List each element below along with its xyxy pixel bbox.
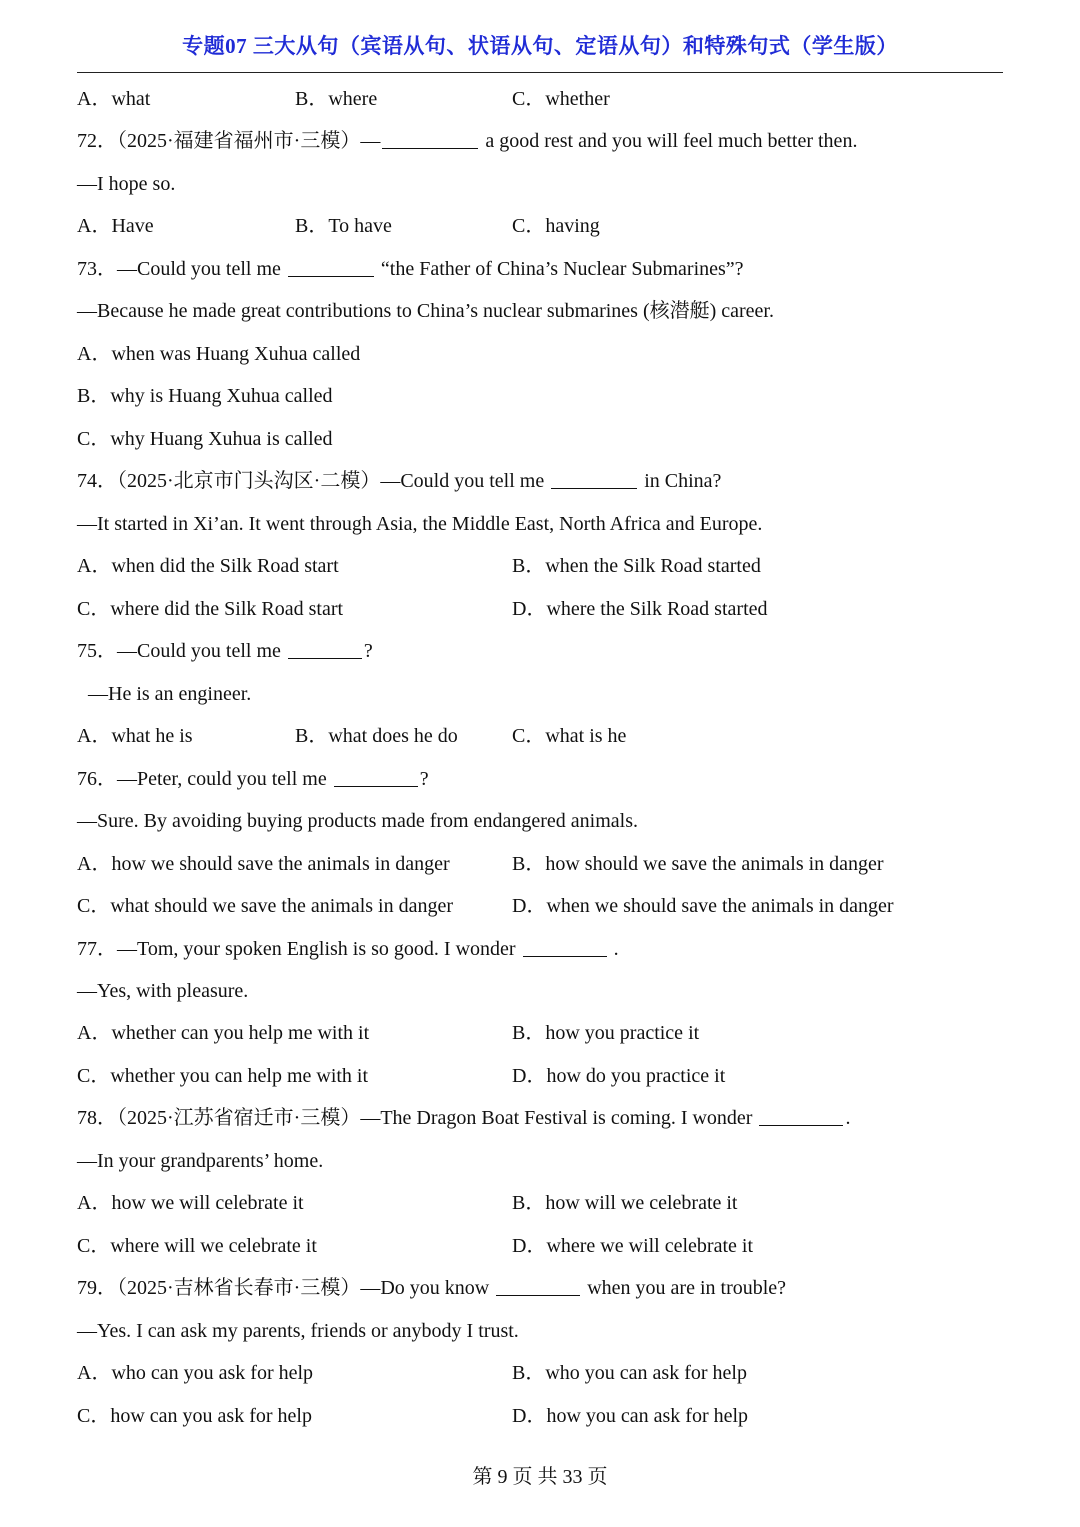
answer-blank — [334, 766, 418, 787]
q74-option-a: A．when did the Silk Road start — [77, 555, 339, 577]
q72-stem: 72．（2025·福建省福州市·三模）— a good rest and you will feel much better then. — [77, 130, 858, 152]
q78-reply: —In your grandparents’ home. — [77, 1150, 324, 1172]
answer-blank — [288, 256, 374, 277]
q78-option-b: B．how will we celebrate it — [512, 1192, 738, 1214]
q78-option-d: D．where we will celebrate it — [512, 1235, 754, 1257]
q79-option-c: C．how can you ask for help — [77, 1405, 312, 1427]
q73-option-a: A．when was Huang Xuhua called — [77, 343, 361, 365]
q79-option-a: A．who can you ask for help — [77, 1362, 314, 1384]
q77-option-d: D．how do you practice it — [512, 1065, 726, 1087]
q77-option-a: A．whether can you help me with it — [77, 1022, 370, 1044]
q77-option-b: B．how you practice it — [512, 1022, 700, 1044]
q76-stem: 76．—Peter, could you tell me ? — [77, 768, 429, 790]
q75-stem: 75．—Could you tell me ? — [77, 640, 373, 662]
q74-option-c: C．where did the Silk Road start — [77, 598, 344, 620]
answer-blank — [382, 128, 478, 149]
q73-reply: —Because he made great contributions to China’s nuclear submarines (核潜艇) career. — [77, 300, 774, 322]
q77-stem: 77．—Tom, your spoken English is so good. I wonder . — [77, 938, 619, 960]
q77-reply: —Yes, with pleasure. — [77, 980, 249, 1002]
q76-option-b: B．how should we save the animals in danger — [512, 853, 884, 875]
q79-option-b: B．who you can ask for help — [512, 1362, 747, 1384]
q75-reply: —He is an engineer. — [88, 683, 252, 705]
q77-option-c: C．whether you can help me with it — [77, 1065, 369, 1087]
answer-blank — [496, 1275, 580, 1296]
q79-option-d: D．how you can ask for help — [512, 1405, 749, 1427]
q74-option-d: D．where the Silk Road started — [512, 598, 768, 620]
q71-option-b: B．where — [295, 88, 378, 110]
page-header-title: 专题07 三大从句（宾语从句、状语从句、定语从句）和特殊句式（学生版） — [182, 34, 898, 58]
q79-reply: —Yes. I can ask my parents, friends or anybody I trust. — [77, 1320, 519, 1342]
q71-option-a: A．what — [77, 88, 151, 110]
header-divider — [77, 72, 1003, 73]
q73-option-c: C．why Huang Xuhua is called — [77, 428, 333, 450]
q76-reply: —Sure. By avoiding buying products made from endangered animals. — [77, 810, 638, 832]
q72-reply: —I hope so. — [77, 173, 176, 195]
q76-option-d: D．when we should save the animals in danger — [512, 895, 894, 917]
q73-option-b: B．why is Huang Xuhua called — [77, 385, 333, 407]
q78-option-a: A．how we will celebrate it — [77, 1192, 304, 1214]
q75-option-a: A．what he is — [77, 725, 193, 747]
q75-option-c: C．what is he — [512, 725, 627, 747]
q76-option-c: C．what should we save the animals in danger — [77, 895, 454, 917]
page-number: 第 9 页 共 33 页 — [472, 1466, 608, 1488]
answer-blank — [759, 1105, 843, 1126]
answer-blank — [288, 638, 362, 659]
q74-stem: 74．（2025·北京市门头沟区·二模）—Could you tell me in China? — [77, 470, 722, 492]
q75-option-b: B．what does he do — [295, 725, 458, 747]
q73-stem: 73．—Could you tell me “the Father of China’s Nuclear Submarines”? — [77, 258, 744, 280]
q71-option-c: C．whether — [512, 88, 610, 110]
q72-option-b: B．To have — [295, 215, 392, 237]
q74-reply: —It started in Xi’an. It went through Asia, the Middle East, North Africa and Europe. — [77, 513, 763, 535]
q78-option-c: C．where will we celebrate it — [77, 1235, 317, 1257]
q78-stem: 78．（2025·江苏省宿迁市·三模）—The Dragon Boat Festival is coming. I wonder . — [77, 1107, 851, 1129]
q74-option-b: B．when the Silk Road started — [512, 555, 761, 577]
q72-option-a: A．Have — [77, 215, 154, 237]
q79-stem: 79．（2025·吉林省长春市·三模）—Do you know when you are in trouble? — [77, 1277, 787, 1299]
q76-option-a: A．how we should save the animals in danger — [77, 853, 450, 875]
answer-blank — [523, 936, 607, 957]
q72-option-c: C．having — [512, 215, 600, 237]
answer-blank — [551, 468, 637, 489]
